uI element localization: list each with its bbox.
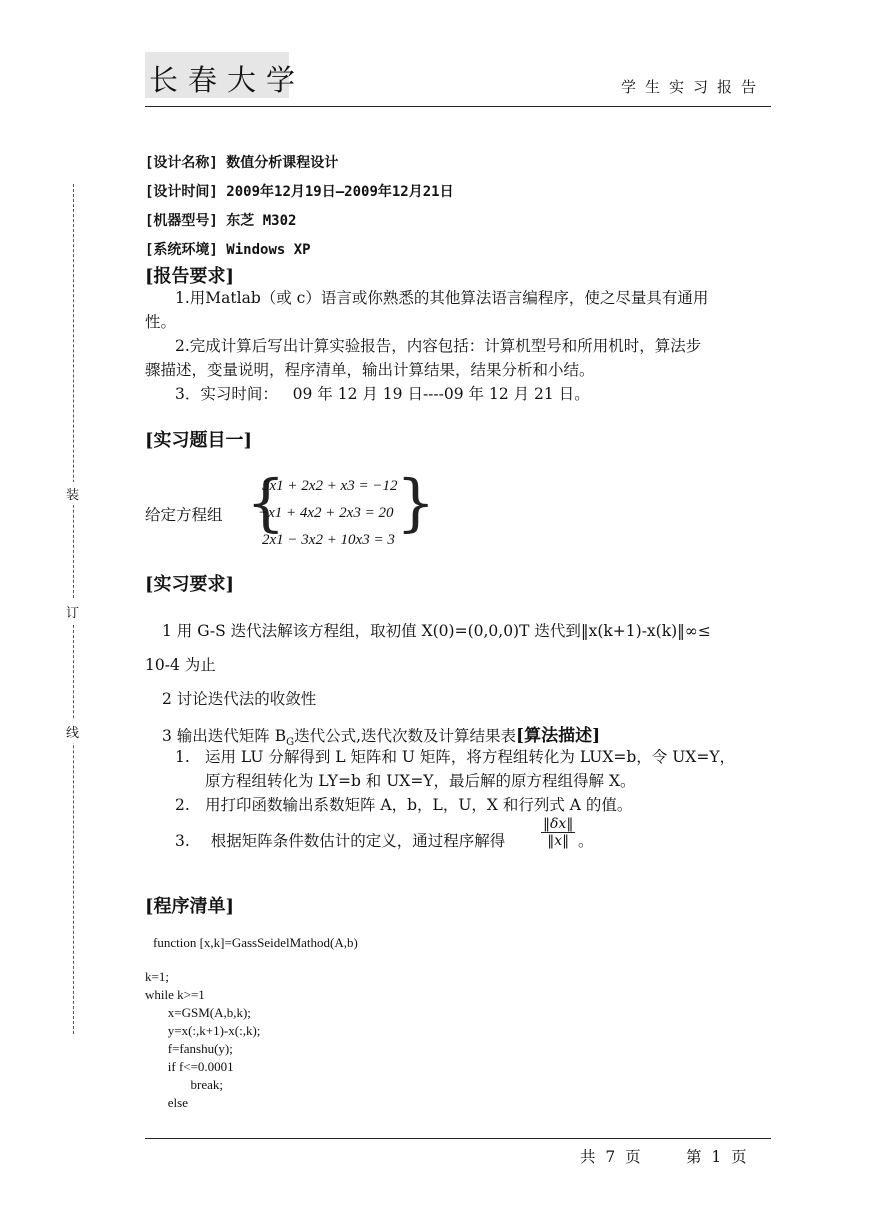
given-label: 给定方程组 [145,506,223,524]
req-item-1b: 10-4 为止 [145,656,216,674]
page-number: 第 1 页 [686,1148,747,1166]
topic-title: [实习题目一] [145,430,253,451]
right-brace: } [396,466,436,539]
meta-value: 东芝 M302 [226,213,297,229]
report-req-title: [报告要求] [145,266,235,287]
req-3-post: 迭代公式,迭代次数及计算结果表 [294,727,517,745]
req-p2b: 骤描述，变量说明，程序清单，输出计算结果，结果分析和小结。 [145,361,595,379]
footer-rule [145,1138,771,1139]
req-item-1a: 1 用 G-S 迭代法解该方程组，取初值 X(0)=(0,0,0)T 迭代到‖x(k+1)-x(k)‖∞≤ [162,622,711,640]
school-logo [145,52,306,98]
binding-char-zhuang: 装 [66,482,79,505]
req-p1a: 1.用Matlab（或 c）语言或你熟悉的其他算法语言编程序，使之尽量具有通用 [175,289,709,307]
report-req-body [145,286,770,406]
header-rule [145,106,771,107]
algo-step-num: 2. [175,796,190,814]
requirements-title: [实习要求] [145,574,235,595]
program-title: [程序清单] [145,896,235,917]
equation-row-3: 2x1 − 3x2 + 10x3 = 3 [262,532,395,548]
equation-row-2: −x1 + 4x2 + 2x3 = 20 [258,505,394,521]
page-total: 共 7 页 [580,1148,641,1166]
req-3-pre: 3 输出迭代矩阵 B [162,727,287,745]
program-signature: function [x,k]=GassSeidelMathod(A,b) [153,935,358,950]
req-3-sub: G [286,737,295,749]
meta-label: [系统环境] [145,242,218,258]
algo-step-text: 用打印函数输出系数矩阵 A，b，L，U，X 和行列式 A 的值。 [205,796,633,814]
cond-fraction [541,816,575,849]
algo-step-text: 根据矩阵条件数估计的定义，通过程序解得 [210,832,506,850]
algorithm-title: [算法描述] [516,726,601,746]
req-p3: 3．实习时间： 09 年 12 月 19 日----09 年 12 月 21 日。 [175,385,590,403]
frac-denominator: ‖x‖ [547,833,570,849]
left-brace: { [246,466,286,539]
algo-step-1 [175,745,770,769]
meta-value: 2009年12月19日—2009年12月21日 [226,184,454,200]
req-p2a: 2.完成计算后写出计算实验报告，内容包括：计算机型号和所用机时，算法步 [175,337,702,355]
meta-label: [设计时间] [145,184,218,200]
binding-char-ding: 订 [66,600,79,623]
binding-char-xian: 线 [66,720,79,743]
algorithm-list [175,745,770,817]
req-item-2: 2 讨论迭代法的收敛性 [162,690,317,708]
algo-step-3 [175,829,505,851]
algo-step-num: 3. [175,832,190,850]
meta-design-name [145,152,338,172]
algo-step-3-end: 。 [578,832,594,850]
program-code: k=1; while k>=1 x=GSM(A,b,k); y=x(:,k+1)-x(:,k); f=fanshu(y); if f<=0.0001 break; else [145,969,261,1110]
meta-system-env [145,239,311,259]
req-p1b: 性。 [145,313,177,331]
algo-step-text: 运用 LU 分解得到 L 矩阵和 U 矩阵，将方程组转化为 LUX=b，令 UX=Y， [205,748,736,766]
algo-step-num: 1. [175,748,190,766]
algo-step-2 [175,793,770,817]
meta-value: 数值分析课程设计 [226,155,339,171]
frac-numerator: ‖δx‖ [543,816,574,832]
meta-machine-model [145,210,296,230]
meta-value: Windows XP [226,242,311,258]
algo-step-1b: 原方程组转化为 LY=b 和 UX=Y，最后解的原方程组得解 X。 [205,772,636,790]
meta-label: [机器型号] [145,213,218,229]
meta-design-time [145,181,454,201]
report-type: 学生实习报告 [620,78,765,96]
meta-label: [设计名称] [145,155,218,171]
equation-row-1: 5x1 + 2x2 + x3 = −12 [262,478,398,494]
school-name: 长春大学 [149,63,306,97]
